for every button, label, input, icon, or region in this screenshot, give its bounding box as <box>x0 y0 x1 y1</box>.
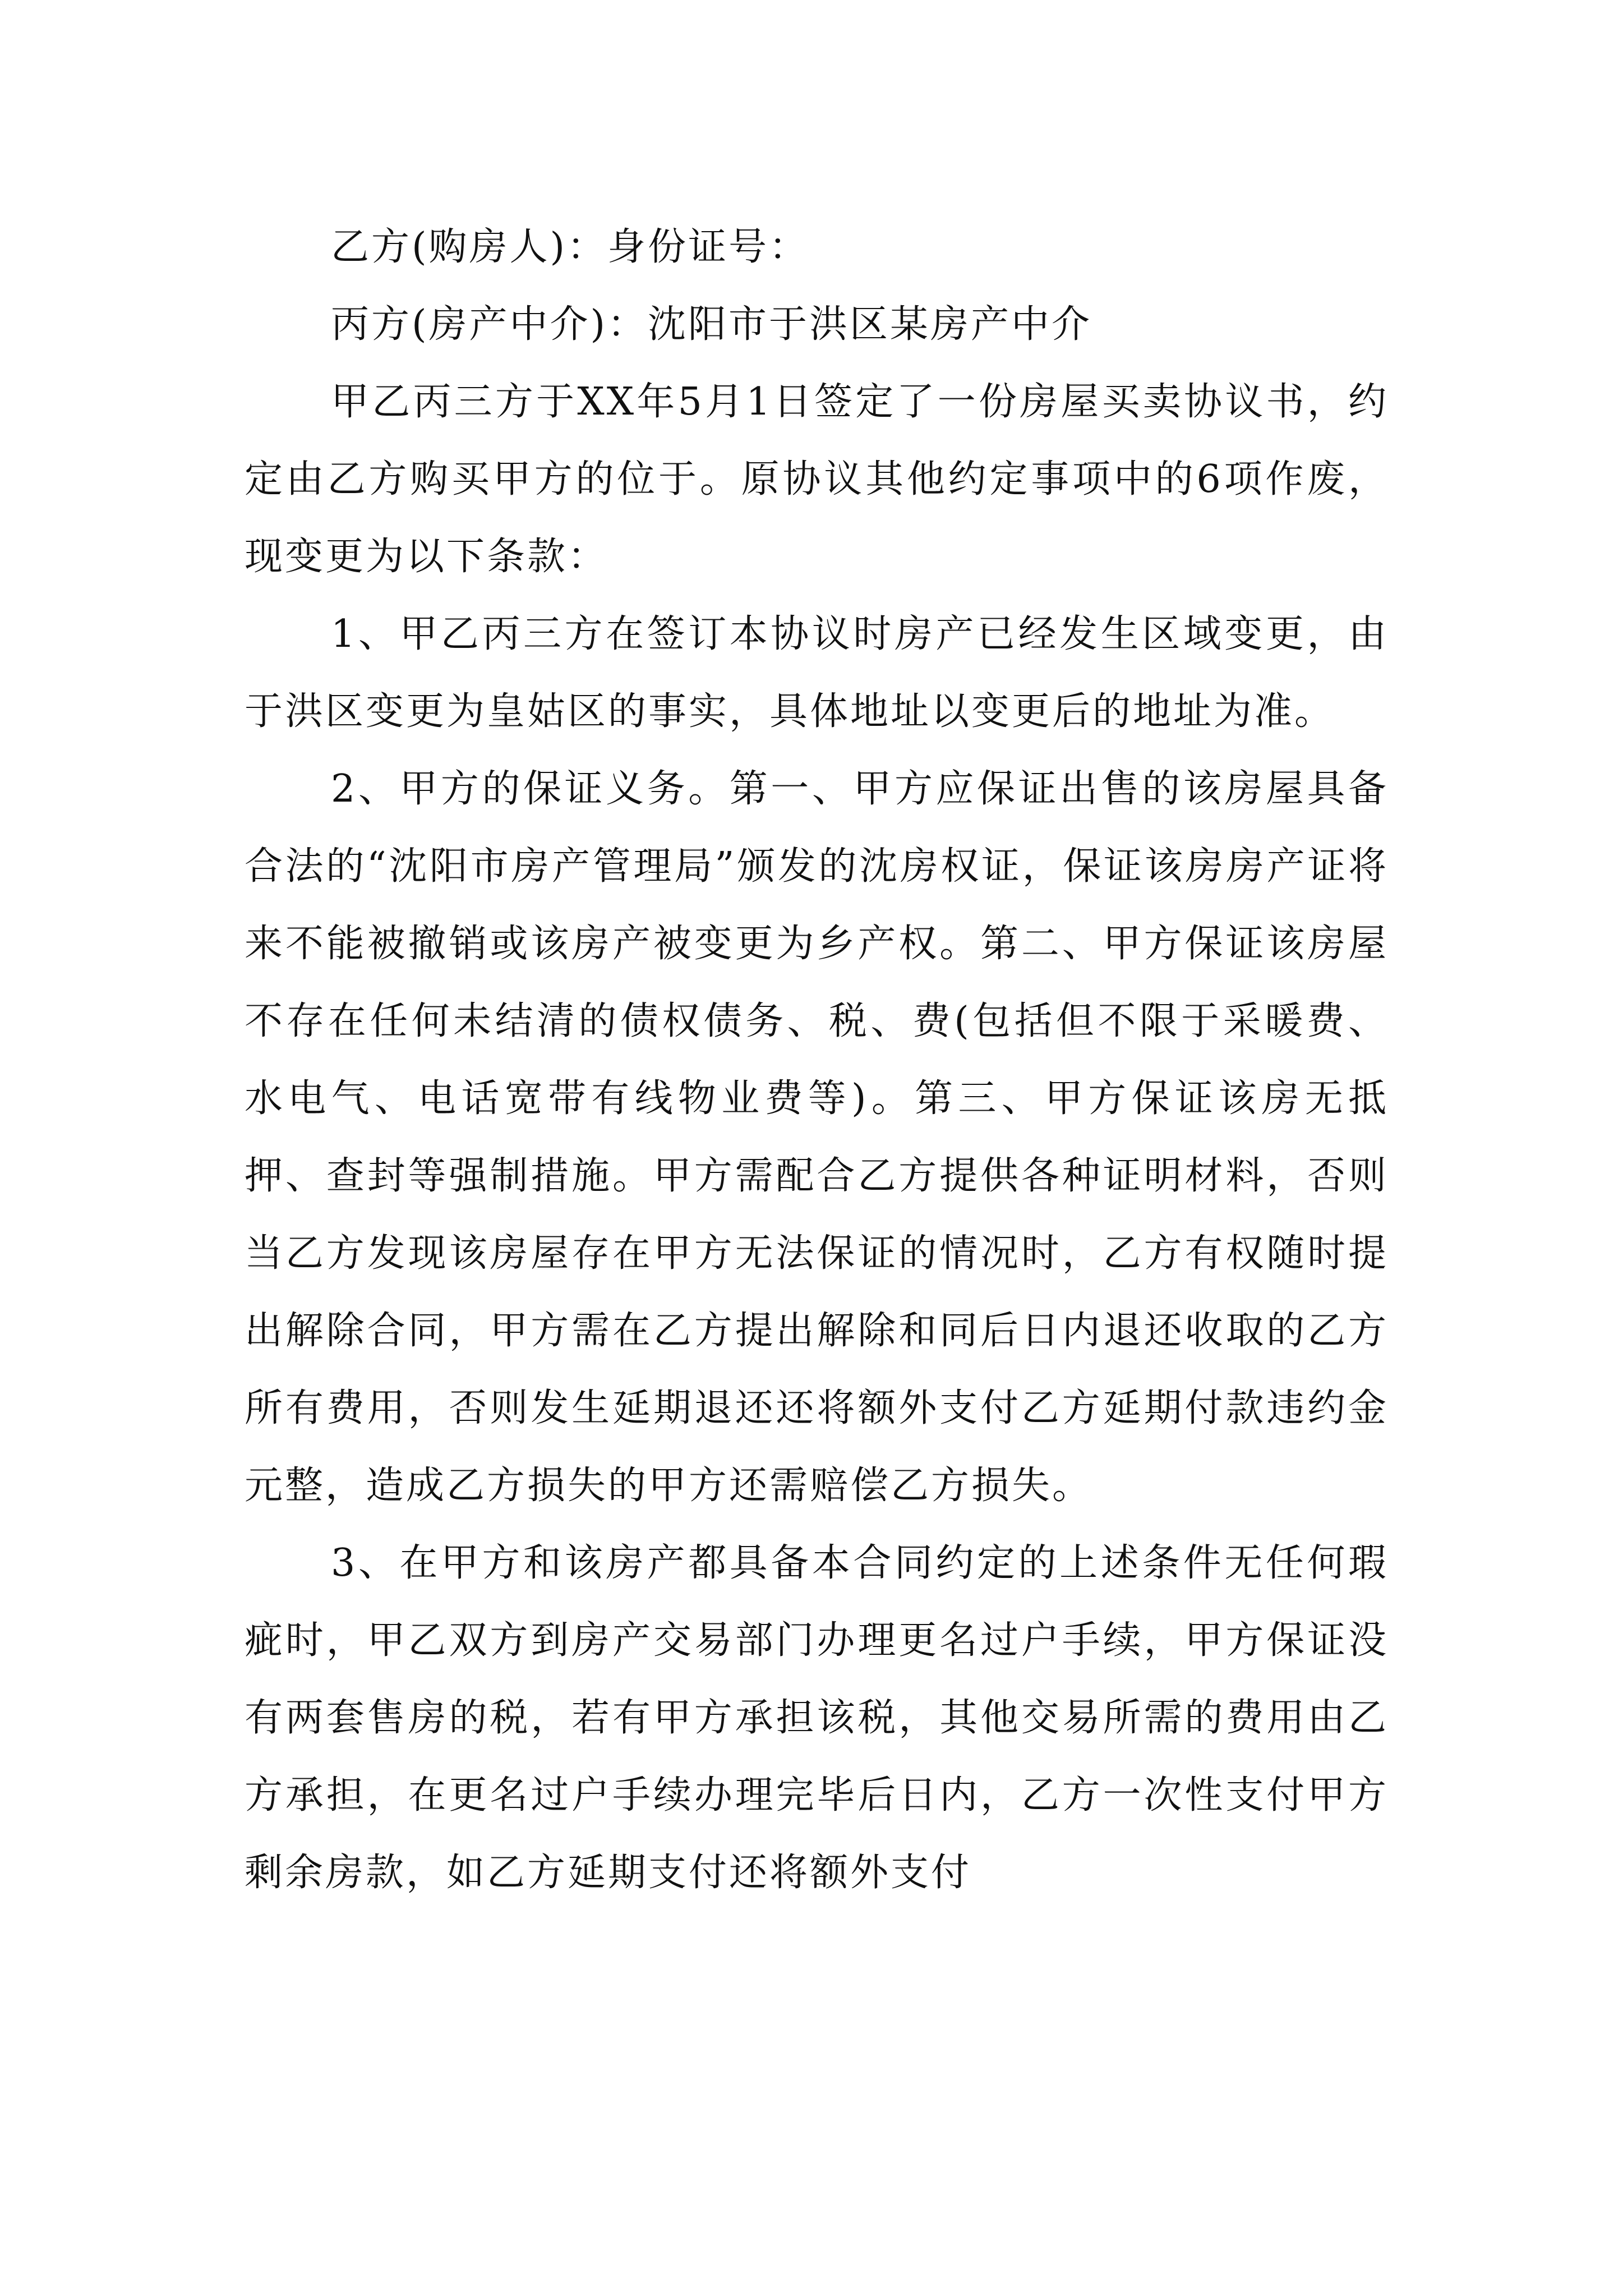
paragraph-intro: 甲乙丙三方于XX年5月1日签定了一份房屋买卖协议书，约定由乙方购买甲方的位于。原协议其他约定事项中的6项作废，现变更为以下条款： <box>245 380 1389 579</box>
paragraph-clause-1: 1、甲乙丙三方在签订本协议时房产已经发生区域变更，由于洪区变更为皇姑区的事实，具体地址以变更后的地址为准。 <box>245 612 1389 734</box>
paragraph-buyer: 乙方(购房人)：身份证号： <box>331 225 810 269</box>
document-body <box>245 209 1389 1912</box>
paragraph-clause-2: 2、甲方的保证义务。第一、甲方应保证出售的该房屋具备合法的“沈阳市房产管理局”颁发的沈房权证，保证该房房产证将来不能被撤销或该房产被变更为乡产权。第二、甲方保证该房屋不存在任何未结清的债权债务、税、费(包括但不限于采暖费、水电气、电话宽带有线物业费等)。第三、甲方保证该房无抵押、查封等强制措施。甲方需配合乙方提供各种证明材料，否则当乙方发现该房屋存在甲方无法保证的情况时，乙方有权随时提出解除合同，甲方需在乙方提出解除和同后日内退还收取的乙方所有费用，否则发生延期退还还将额外支付乙方延期付款违约金元整，造成乙方损失的甲方还需赔偿乙方损失。 <box>245 767 1389 1508</box>
paragraph-clause-3: 3、在甲方和该房产都具备本合同约定的上述条件无任何瑕疵时，甲乙双方到房产交易部门办理更名过户手续，甲方保证没有两套售房的税，若有甲方承担该税，其他交易所需的费用由乙方承担，在更名过户手续办理完毕后日内，乙方一次性支付甲方剩余房款，如乙方延期支付还将额外支付 <box>245 1541 1389 1895</box>
paragraph-agent: 丙方(房产中介)：沈阳市于洪区某房产中介 <box>331 302 1092 347</box>
